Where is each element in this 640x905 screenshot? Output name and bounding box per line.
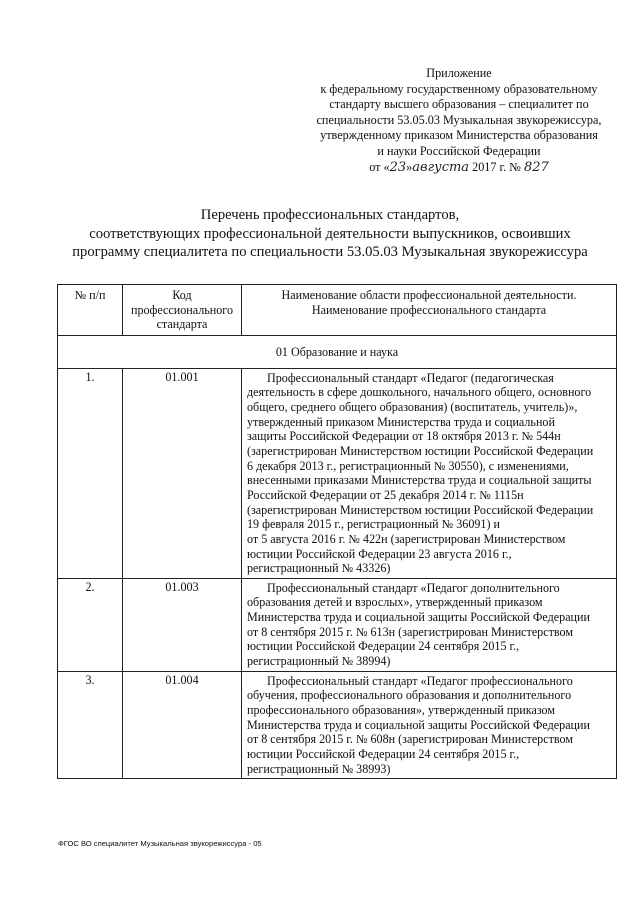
order-number-handwritten: 827 (523, 159, 549, 175)
desc-line: Профессиональный стандарт «Педагог профессионального (267, 673, 573, 688)
desc-line: защиты Российской Федерации от 18 октября 2013 г. № 544н (247, 429, 561, 444)
desc-line: Министерства труда и социальной защиты Российской Федерации (247, 610, 590, 625)
desc-line: Российской Федерации от 25 декабря 2014 г. № 1115н (247, 487, 524, 502)
table-row (58, 578, 617, 671)
title-line: программу специалитета по специальности 53.05.03 Музыкальная звукорежиссура (72, 244, 588, 260)
desc-line: от 8 сентября 2015 г. № 608н (зарегистрирован Министерством (247, 732, 573, 747)
appendix-line: к федеральному государственному образовательному (320, 81, 598, 96)
row-code: 01.004 (123, 671, 242, 779)
desc-line: общего, среднего общего образования) (воспитатель, учитель)», (247, 399, 578, 414)
row-code: 01.003 (123, 578, 242, 671)
page-footer: ФГОС ВО специалитет Музыкальная звукорежиссура - 05 (58, 839, 262, 848)
desc-line: 19 февраля 2015 г., регистрационный № 36091) и (247, 517, 500, 532)
desc-line: обучения, профессионального образования и дополнительного (247, 688, 572, 703)
desc-line: профессионального образования», утвержденный приказом (247, 703, 556, 718)
desc-line: юстиции Российской Федерации 24 сентября 2015 г., (247, 639, 520, 654)
desc-line: Профессиональный стандарт «Педагог (педагогическая (267, 370, 554, 385)
desc-line: регистрационный № 38994) (247, 654, 391, 669)
table-section-row (58, 335, 617, 368)
header-num: № п/п (58, 285, 123, 336)
desc-line: внесенными приказами Министерства труда и социальной защиты (247, 473, 592, 488)
appendix-line: и науки Российской Федерации (377, 143, 541, 158)
row-description (242, 578, 617, 671)
row-description (242, 368, 617, 578)
desc-line: (зарегистрирован Министерством юстиции Российской Федерации (247, 443, 594, 458)
desc-line: Министерства труда и социальной защиты Российской Федерации (247, 717, 590, 732)
desc-line: (зарегистрирован Министерством юстиции Российской Федерации (247, 502, 594, 517)
desc-line: Профессиональный стандарт «Педагог дополнительного (267, 580, 560, 595)
order-date-line (300, 160, 618, 176)
row-num: 3. (58, 671, 123, 779)
desc-line: образования детей и взрослых», утвержденный приказом (247, 595, 543, 610)
standards-table (57, 284, 617, 779)
desc-line: от 8 сентября 2015 г. № 613н (зарегистрирован Министерством (247, 624, 573, 639)
appendix-line: утвержденному приказом Министерства образования (320, 128, 598, 143)
desc-line: 6 декабря 2013 г., регистрационный № 30550), с изменениями, (247, 458, 569, 473)
desc-line: от 5 августа 2016 г. № 422н (зарегистрирован Министерством (247, 531, 566, 546)
row-num: 2. (58, 578, 123, 671)
desc-line: регистрационный № 38993) (247, 761, 391, 776)
table-row (58, 368, 617, 578)
desc-line: утвержденный приказом Министерства труда и социальной (247, 414, 555, 429)
appendix-header (300, 66, 618, 175)
order-month-handwritten: августа (412, 159, 470, 175)
header-code: Код профессионального стандарта (123, 285, 242, 336)
desc-line: юстиции Российской Федерации 23 августа 2016 г., (247, 546, 512, 561)
desc-line: регистрационный № 43326) (247, 561, 391, 576)
title-line: Перечень профессиональных стандартов, (200, 207, 460, 223)
row-num: 1. (58, 368, 123, 578)
section-title: 01 Образование и наука (58, 335, 617, 368)
order-day-handwritten: 23 (389, 159, 407, 175)
table-header-row (58, 285, 617, 336)
desc-line: юстиции Российской Федерации 24 сентября 2015 г., (247, 747, 520, 762)
order-prefix: от « (369, 159, 390, 174)
appendix-line: стандарту высшего образования – специалитет по (329, 97, 589, 112)
desc-line: деятельность в сфере дошкольного, начального общего, основного (247, 385, 592, 400)
row-description (242, 671, 617, 779)
order-mid: » (406, 159, 413, 174)
order-year: 2017 г. № (472, 159, 521, 174)
document-title (40, 206, 620, 262)
table-row (58, 671, 617, 779)
title-line: соответствующих профессиональной деятельности выпускников, освоивших (89, 225, 571, 242)
appendix-line: Приложение (426, 66, 492, 80)
header-name: Наименование области профессиональной деятельности. Наименование профессионального стандарта (242, 285, 617, 336)
appendix-line: специальности 53.05.03 Музыкальная звукорежиссура, (316, 112, 602, 127)
row-code: 01.001 (123, 368, 242, 578)
